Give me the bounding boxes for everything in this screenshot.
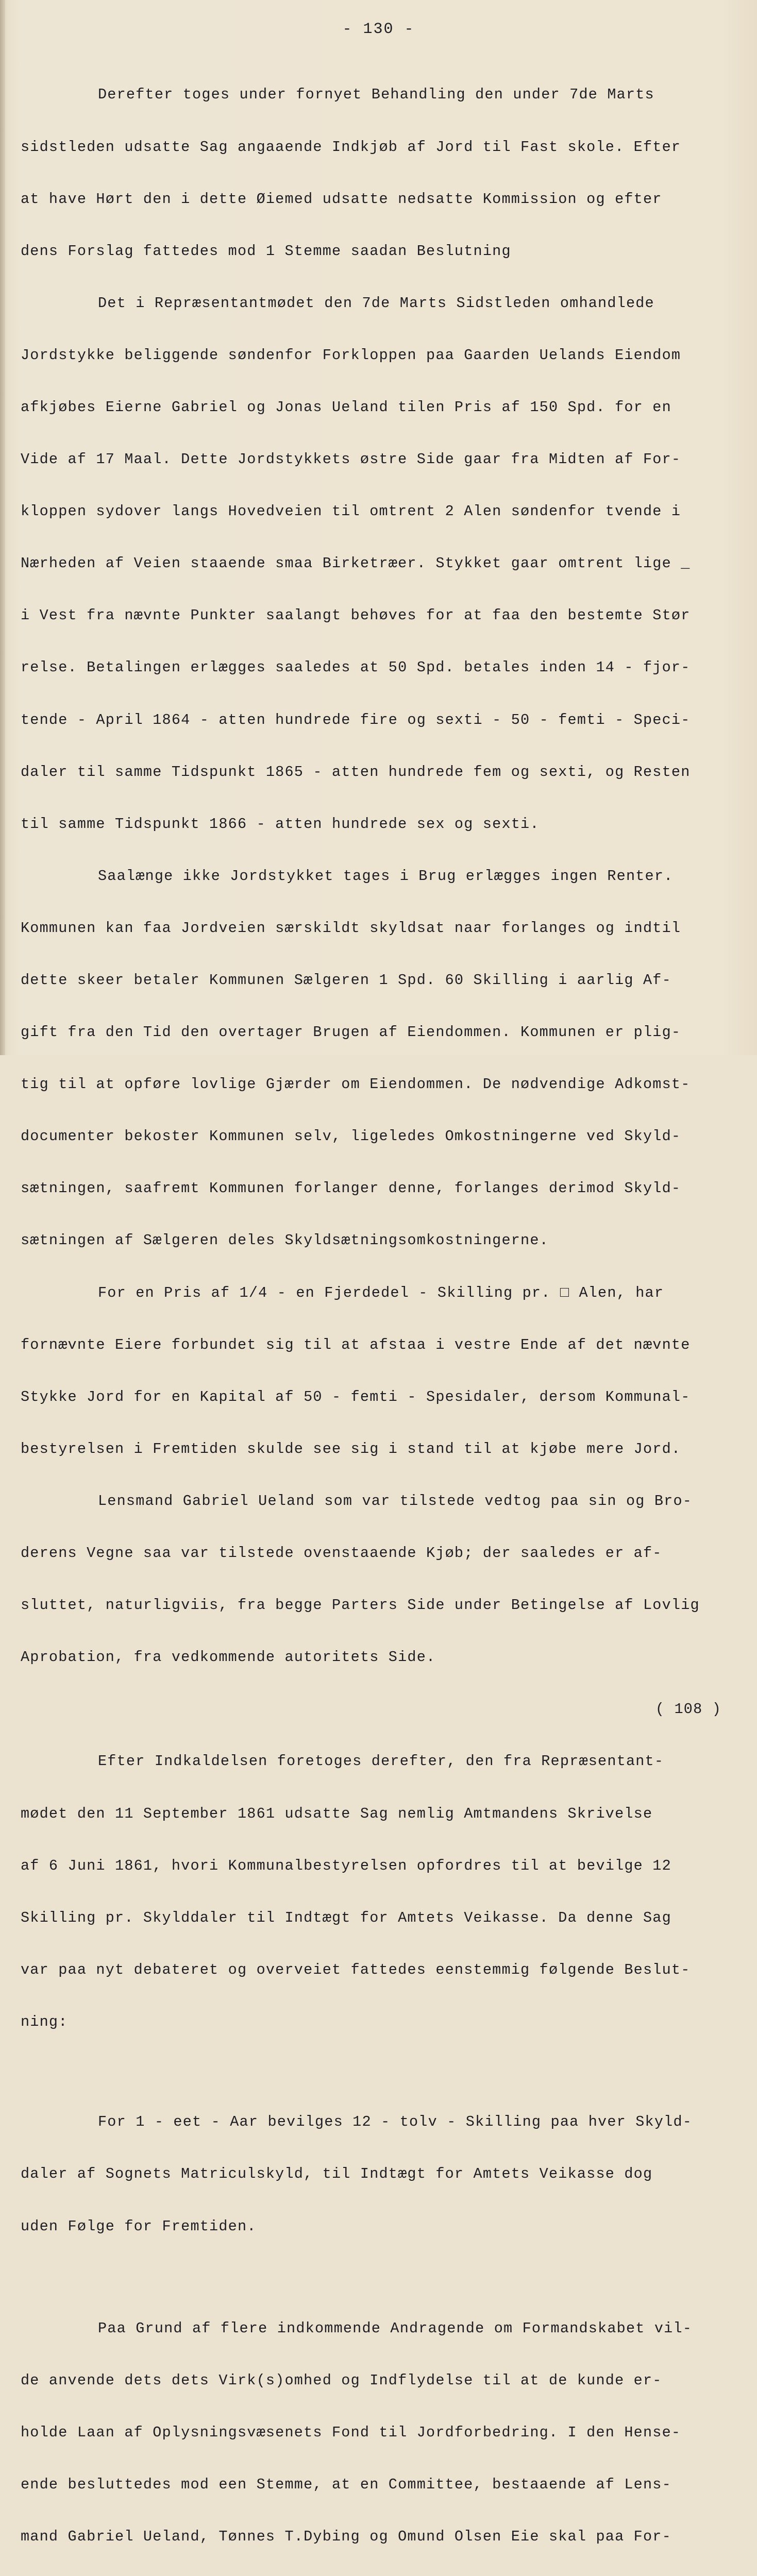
text-line: sluttet, naturligviis, fra begge Parters Side under Betingelse af Lovlig [21, 1597, 700, 1614]
text-line: Saalænge ikke Jordstykket tages i Brug erlægges ingen Renter. [98, 867, 674, 885]
text-line: daler til samme Tidspunkt 1865 - atten hundrede fem og sexti, og Resten [21, 763, 691, 781]
text-line: ning: [21, 2013, 68, 2030]
text-line: Stykke Jord for en Kapital af 50 - femti - Spesidaler, dersom Kommunal- [21, 1388, 691, 1405]
page-number: - 130 - [342, 21, 415, 38]
text-line: tende - April 1864 - atten hundrede fire og sexti - 50 - femti - Speci- [21, 711, 691, 728]
text-line: Jordstykke beliggende søndenfor Forkloppen paa Gaarden Uelands Eiendom [21, 346, 681, 364]
text-line: mødet den 11 September 1861 udsatte Sag nemlig Amtmandens Skrivelse [21, 1805, 653, 1822]
text-line: bestyrelsen i Fremtiden skulde see sig i stand til at kjøbe mere Jord. [21, 1440, 681, 1458]
text-line: mand Gabriel Ueland, Tønnes T.Dybing og Omund Olsen Eie skal paa For- [21, 2528, 671, 2546]
text-line: kloppen sydover langs Hovedveien til omtrent 2 Alen søndenfor tvende i [21, 503, 681, 520]
text-line: dens Forslag fattedes mod 1 Stemme saadan Beslutning [21, 242, 511, 260]
text-line: de anvende dets dets Virk(s)omhed og Indflydelse til at de kunde er- [21, 2372, 662, 2389]
text-line: Skilling pr. Skylddaler til Indtægt for Amtets Veikasse. Da denne Sag [21, 1909, 671, 1926]
case-number: ( 108 ) [655, 1701, 721, 1718]
text-line: Nærheden af Veien staaende smaa Birketræer. Stykket gaar omtrent lige _ [21, 555, 691, 572]
text-line: For 1 - eet - Aar bevilges 12 - tolv - Skilling paa hver Skyld- [98, 2113, 693, 2131]
text-line: Det i Repræsentantmødet den 7de Marts Sidstleden omhandlede [98, 294, 654, 312]
text-line: ende besluttedes mod een Stemme, at en Committee, bestaaende af Lens- [21, 2476, 671, 2494]
text-line: daler af Sognets Matriculskyld, til Indtægt for Amtets Veikasse dog [21, 2165, 653, 2183]
text-line: sætningen, saafremt Kommunen forlanger denne, forlanges derimod Skyld- [21, 1180, 681, 1197]
text-line: Paa Grund af flere indkommende Andragende om Formandskabet vil- [98, 2320, 693, 2337]
text-line: Lensmand Gabriel Ueland som var tilstede vedtog paa sin og Bro- [98, 1492, 693, 1510]
text-line: Kommunen kan faa Jordveien særskildt skyldsat naar forlanges og indtil [21, 919, 681, 937]
text-line: var paa nyt debateret og overveiet fattedes eenstemmig følgende Beslut- [21, 1961, 691, 1978]
text-line: afkjøbes Eierne Gabriel og Jonas Ueland tilen Pris af 150 Spd. for en [21, 398, 671, 416]
text-line: Aprobation, fra vedkommende autoritets Side. [21, 1649, 436, 1666]
text-line: til samme Tidspunkt 1866 - atten hundrede sex og sexti. [21, 815, 540, 833]
text-line: holde Laan af Oplysningsvæsenets Fond til Jordforbedring. I den Hense- [21, 2424, 681, 2442]
text-line: Derefter toges under fornyet Behandling den under 7de Marts [98, 86, 654, 104]
text-line: gift fra den Tid den overtager Brugen af Eiendommen. Kommunen er plig- [21, 1024, 681, 1041]
text-line: i Vest fra nævnte Punkter saalangt behøves for at faa den bestemte Stør [21, 607, 691, 624]
text-line: Vide af 17 Maal. Dette Jordstykkets østre Side gaar fra Midten af For- [21, 451, 681, 468]
text-line: documenter bekoster Kommunen selv, ligeledes Omkostningerne ved Skyld- [21, 1128, 681, 1145]
text-line: uden Følge for Fremtiden. [21, 2217, 257, 2235]
document-body [21, 52, 737, 2576]
text-line: For en Pris af 1/4 - en Fjerdedel - Skilling pr. □ Alen, har [98, 1284, 664, 1301]
text-line: fornævnte Eiere forbundet sig til at afstaa i vestre Ende af det nævnte [21, 1336, 691, 1353]
text-line: Efter Indkaldelsen foretoges derefter, den fra Repræsentant- [98, 1753, 664, 1770]
text-line: at have Hørt den i dette Øiemed udsatte nedsatte Kommission og efter [21, 190, 662, 208]
text-line: sætningen af Sælgeren deles Skyldsætningsomkostningerne. [21, 1232, 549, 1249]
text-line: relse. Betalingen erlægges saaledes at 50 Spd. betales inden 14 - fjor- [21, 659, 691, 676]
binding-edge [0, 0, 5, 1055]
text-line: af 6 Juni 1861, hvori Kommunalbestyrelsen opfordres til at bevilge 12 [21, 1857, 671, 1874]
text-line: dette skeer betaler Kommunen Sælgeren 1 Spd. 60 Skilling i aarlig Af- [21, 972, 671, 989]
text-line: derens Vegne saa var tilstede ovenstaaende Kjøb; der saaledes er af- [21, 1545, 662, 1562]
text-line: sidstleden udsatte Sag angaaende Indkjøb af Jord til Fast skole. Efter [21, 138, 681, 156]
text-line: tig til at opføre lovlige Gjærder om Eiendommen. De nødvendige Adkomst- [21, 1076, 691, 1093]
